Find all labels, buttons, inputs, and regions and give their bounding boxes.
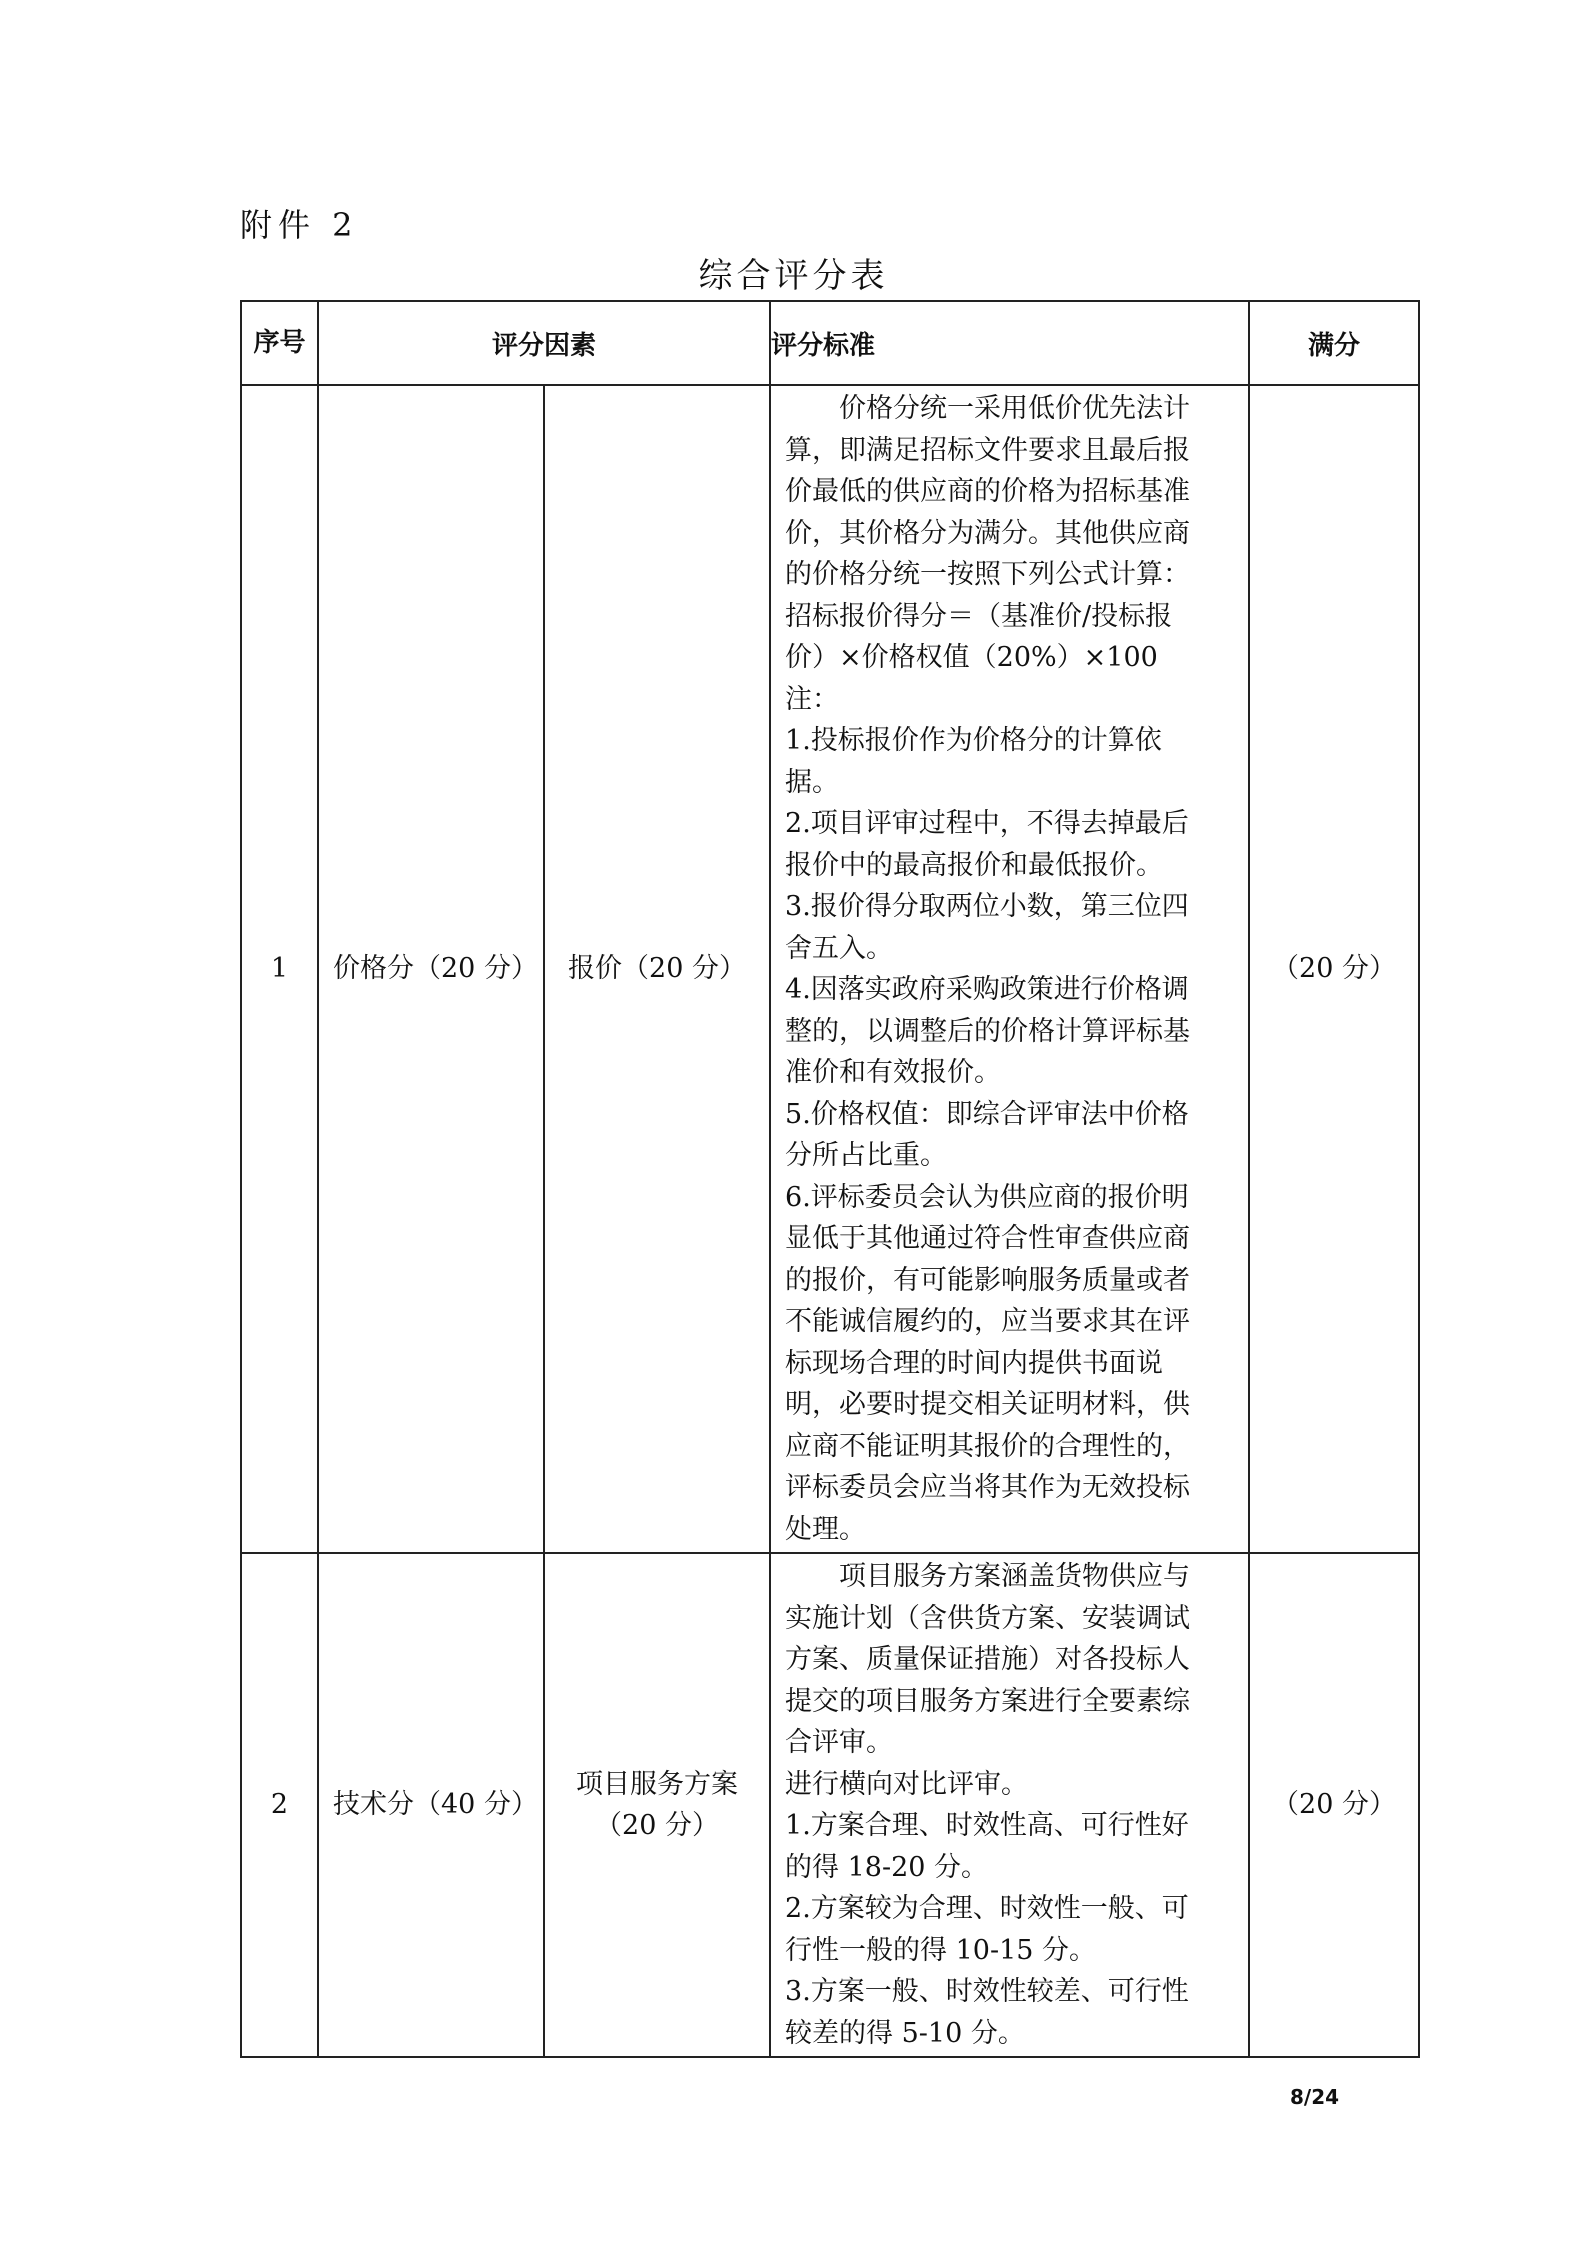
criteria-line: 报价中的最高报价和最低报价。	[785, 849, 1164, 881]
table-row	[241, 385, 1419, 1553]
criteria-line: 4.因落实政府采购政策进行价格调	[785, 974, 1189, 1005]
criteria-line: 项目服务方案涵盖货物供应与	[839, 1561, 1191, 1592]
row-factor: 技术分（40 分）	[318, 1553, 544, 2057]
criteria-line: 方案、质量保证措施）对各投标人	[785, 1644, 1191, 1675]
sub-factor-line: 项目服务方案	[576, 1768, 738, 1800]
criteria-line: 显低于其他通过符合性审查供应商	[785, 1223, 1191, 1254]
criteria-line: 评标委员会应当将其作为无效投标	[785, 1472, 1191, 1503]
criteria-line: 注：	[785, 683, 840, 715]
criteria-line: 分所占比重。	[785, 1140, 948, 1171]
criteria-line: 1.方案合理、时效性高、可行性好	[785, 1810, 1189, 1841]
row-criteria	[770, 1553, 1249, 2057]
row-sub-factor: 报价（20 分）	[544, 385, 770, 1553]
criteria-line: 据。	[785, 766, 840, 798]
criteria-line: 3.报价得分取两位小数，第三位四	[785, 891, 1189, 922]
row-factor: 价格分（20 分）	[318, 385, 544, 1553]
criteria-line: 招标报价得分＝（基准价/投标报	[785, 600, 1173, 632]
criteria-line: 较差的得 5-10 分。	[785, 2017, 1025, 2049]
criteria-line: 提交的项目服务方案进行全要素综	[785, 1685, 1191, 1717]
scoring-table	[240, 300, 1420, 2058]
criteria-line: 5.价格权值：即综合评审法中价格	[785, 1098, 1189, 1130]
criteria-line: 整的，以调整后的价格计算评标基	[785, 1015, 1191, 1047]
criteria-line: 价格分统一采用低价优先法计	[839, 393, 1191, 424]
criteria-line: 处理。	[785, 1513, 867, 1545]
row-seq: 2	[241, 1553, 318, 2057]
row-full-score: （20 分）	[1249, 385, 1419, 1553]
header-seq: 序号	[241, 301, 318, 385]
attachment-label: 附件 2	[240, 206, 359, 244]
criteria-line: 舍五入。	[785, 932, 894, 964]
criteria-line: 不能诚信履约的，应当要求其在评	[785, 1306, 1191, 1337]
criteria-line: 进行横向对比评审。	[785, 1768, 1029, 1800]
criteria-line: 价最低的供应商的价格为招标基准	[785, 476, 1191, 507]
criteria-line: 准价和有效报价。	[785, 1057, 1002, 1088]
row-full-score: （20 分）	[1249, 1553, 1419, 2057]
criteria-line: 价）×价格权值（20%）×100	[785, 642, 1158, 673]
criteria-line: 2.方案较为合理、时效性一般、可	[785, 1893, 1189, 1924]
criteria-line: 明，必要时提交相关证明材料，供	[785, 1389, 1191, 1420]
page-title: 综合评分表	[698, 256, 889, 296]
criteria-line: 2.项目评审过程中，不得去掉最后	[785, 808, 1189, 839]
criteria-line: 合评审。	[785, 1727, 894, 1758]
row-sub-factor	[544, 1553, 770, 2057]
criteria-line: 6.评标委员会认为供应商的报价明	[785, 1181, 1189, 1213]
criteria-line: 3.方案一般、时效性较差、可行性	[785, 1976, 1189, 2007]
header-factor: 评分因素	[318, 301, 770, 385]
criteria-line: 行性一般的得 10-15 分。	[785, 1934, 1097, 1966]
criteria-line: 价，其价格分为满分。其他供应商	[785, 517, 1191, 549]
header-full-score: 满分	[1249, 301, 1419, 385]
criteria-line: 标现场合理的时间内提供书面说	[785, 1347, 1164, 1379]
criteria-line: 实施计划（含供货方案、安装调试	[785, 1602, 1191, 1634]
row-seq: 1	[241, 385, 318, 1553]
row-criteria	[770, 385, 1249, 1553]
criteria-line: 的报价，有可能影响服务质量或者	[785, 1264, 1191, 1296]
criteria-line: 的价格分统一按照下列公式计算：	[785, 559, 1191, 590]
sub-factor-line: （20 分）	[595, 1810, 719, 1841]
table-header-row	[241, 301, 1419, 385]
page-number: 8/24	[1290, 2085, 1340, 2109]
header-criteria: 评分标准	[770, 301, 1249, 385]
table-row	[241, 1553, 1419, 2057]
criteria-line: 的得 18-20 分。	[785, 1851, 989, 1883]
criteria-line: 1.投标报价作为价格分的计算依	[785, 725, 1162, 756]
criteria-line: 应商不能证明其报价的合理性的，	[785, 1430, 1191, 1462]
criteria-line: 算，即满足招标文件要求且最后报	[785, 434, 1191, 466]
